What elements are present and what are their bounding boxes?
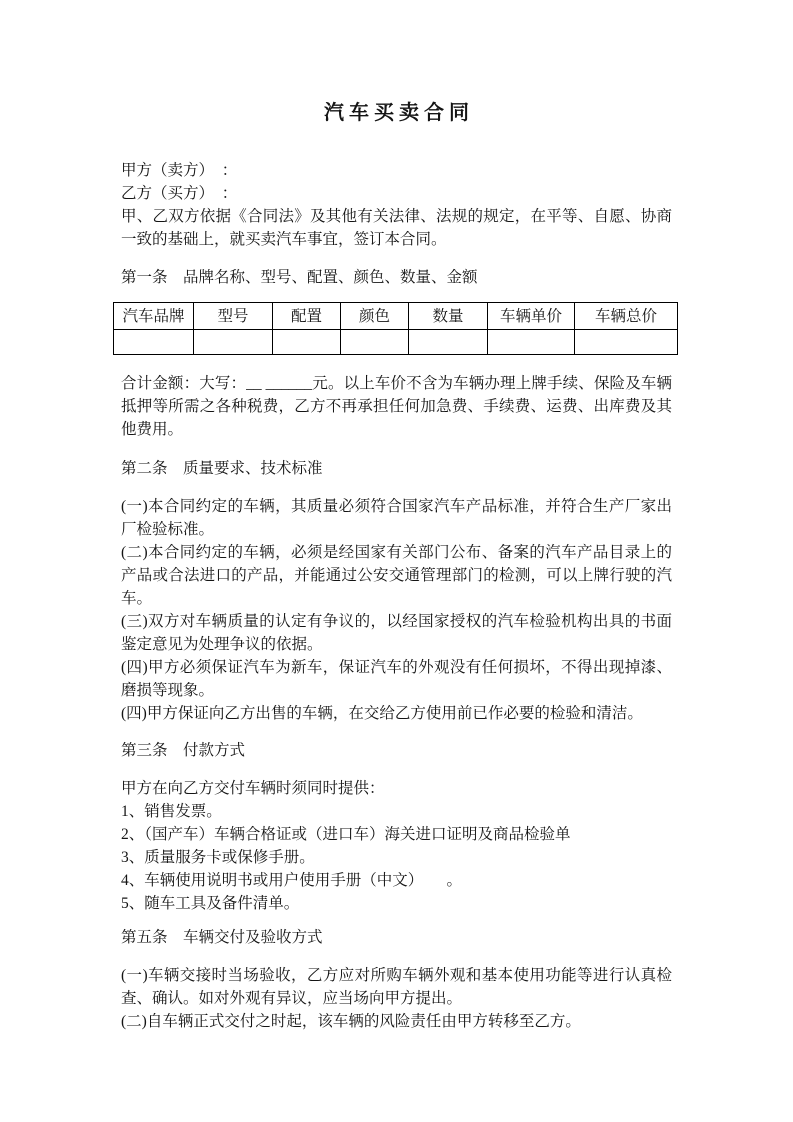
delivery-clause-paragraph: (二)自车辆正式交付之时起，该车辆的风险责任由甲方转移至乙方。 — [121, 1013, 581, 1030]
payment-intro-line: 甲方在向乙方交付车辆时须同时提供： — [121, 780, 385, 797]
header-cell-color: 颜色 — [341, 303, 409, 330]
total-amount-paragraph: 合计金额：大写：__ ______元。以上车价不含为车辆办理上牌手续、保险及车辆抵押等所需之各种税费，乙方不再承担任何加急费、手续费、运费、出库费及其他费用。 — [121, 375, 672, 438]
header-cell-quantity: 数量 — [409, 303, 488, 330]
payment-items-list — [121, 800, 672, 915]
section-5-clauses — [121, 964, 672, 1033]
empty-cell-config — [273, 330, 341, 355]
document-body — [121, 159, 672, 1033]
clause-paragraph: (四)甲方必须保证汽车为新车，保证汽车的外观没有任何损坏，不得出现掉漆、磨损等现象。 — [121, 659, 672, 699]
header-cell-unit-price: 车辆单价 — [488, 303, 575, 330]
empty-cell-total-price — [575, 330, 678, 355]
empty-cell-quantity — [409, 330, 488, 355]
section-2-heading: 第二条 质量要求、技术标准 — [121, 460, 323, 477]
section-1-heading: 第一条 品牌名称、型号、配置、颜色、数量、金额 — [121, 269, 478, 286]
delivery-clause-paragraph: (一)车辆交接时当场验收，乙方应对所购车辆外观和基本使用功能等进行认真检查、确认。如对外观有异议，应当场向甲方提出。 — [121, 967, 672, 1007]
header-cell-total-price: 车辆总价 — [575, 303, 678, 330]
preamble-paragraph: 甲、乙双方依据《合同法》及其他有关法律、法规的规定，在平等、自愿、协商一致的基础上，就买卖汽车事宜，签订本合同。 — [121, 208, 672, 248]
empty-cell-model — [194, 330, 273, 355]
table-empty-row — [114, 330, 678, 355]
clause-paragraph: (四)甲方保证向乙方出售的车辆，在交给乙方使用前已作必要的检验和清洁。 — [121, 705, 643, 722]
payment-list-item: 4、车辆使用说明书或用户使用手册（中文） 。 — [121, 872, 463, 889]
party-b-line: 乙方（买方） ： — [121, 185, 238, 202]
empty-cell-color — [341, 330, 409, 355]
document-title: 汽 车 买 卖 合 同 — [324, 102, 469, 124]
empty-cell-brand — [114, 330, 194, 355]
clause-paragraph: (一)本合同约定的车辆，其质量必须符合国家汽车产品标准，并符合生产厂家出厂检验标准。 — [121, 498, 672, 538]
payment-list-item: 5、随车工具及备件清单。 — [121, 895, 300, 912]
section-5-heading: 第五条 车辆交付及验收方式 — [121, 929, 323, 946]
header-cell-model: 型号 — [194, 303, 273, 330]
header-cell-brand: 汽车品牌 — [114, 303, 194, 330]
clause-paragraph: (三)双方对车辆质量的认定有争议的，以经国家授权的汽车检验机构出具的书面鉴定意见为处理争议的依据。 — [121, 613, 672, 653]
header-cell-config: 配置 — [273, 303, 341, 330]
table-header-row — [114, 303, 678, 330]
party-a-line: 甲方（卖方） ： — [121, 162, 238, 179]
payment-list-item: 3、质量服务卡或保修手册。 — [121, 849, 315, 866]
payment-list-item: 1、销售发票。 — [121, 803, 222, 820]
vehicle-info-table — [113, 302, 678, 355]
empty-cell-unit-price — [488, 330, 575, 355]
payment-list-item: 2、（国产车）车辆合格证或（进口车）海关进口证明及商品检验单 — [121, 826, 571, 843]
clause-paragraph: (二)本合同约定的车辆，必须是经国家有关部门公布、备案的汽车产品目录上的产品或合法进口的产品，并能通过公安交通管理部门的检测，可以上牌行驶的汽车。 — [121, 544, 672, 607]
section-3-heading: 第三条 付款方式 — [121, 742, 246, 759]
section-2-clauses — [121, 495, 672, 725]
